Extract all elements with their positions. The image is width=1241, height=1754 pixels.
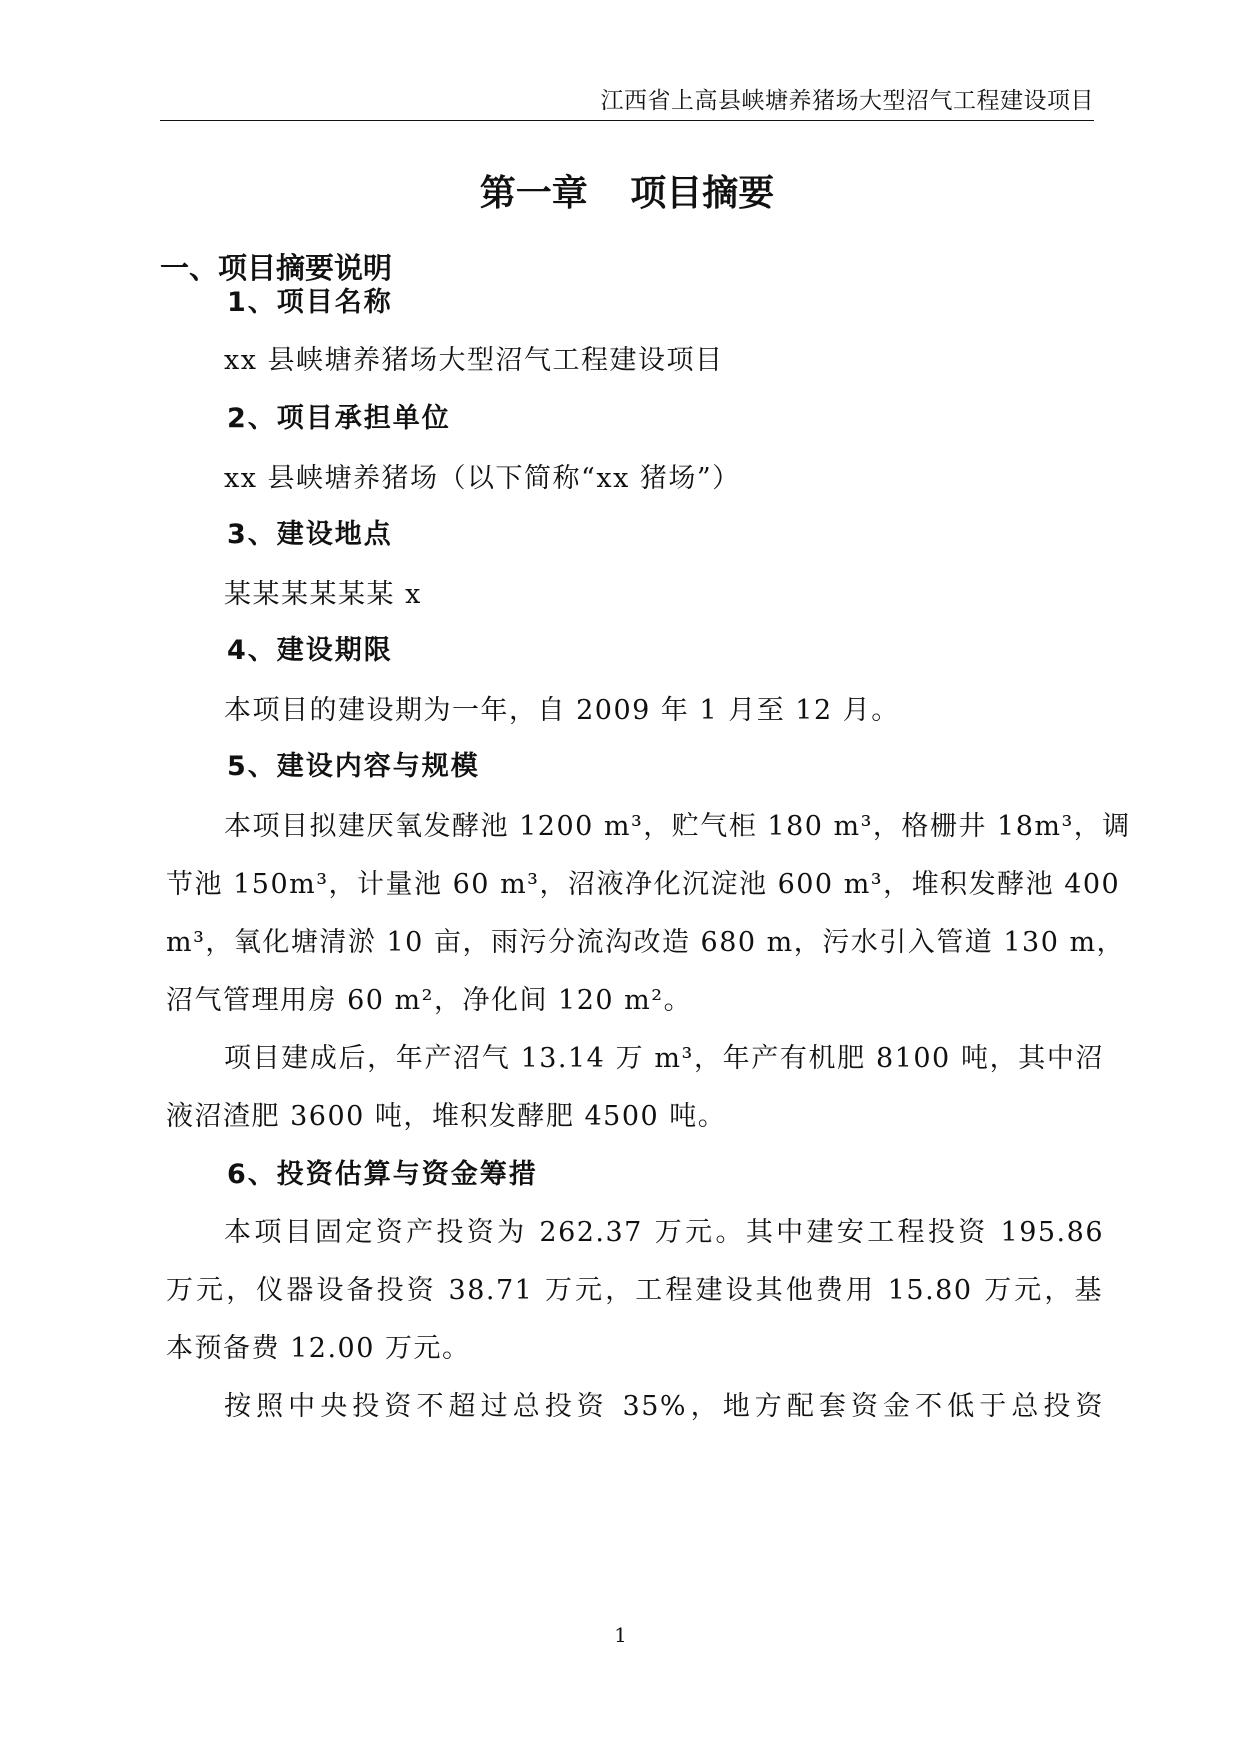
investment-line-1: 本项目固定资产投资为 262.37 万元。其中建安工程投资 195.86 (224, 1217, 1104, 1248)
content-scale-line-6: 液沼渣肥 3600 吨，堆积发酵肥 4500 吨。 (166, 1101, 727, 1132)
running-header-title: 江西省上高县峡塘养猪场大型沼气工程建设项目 (600, 88, 1094, 114)
item-heading-undertaking-unit: 2、项目承担单位 (227, 403, 451, 434)
investment-line-3: 本预备费 12.00 万元。 (166, 1333, 471, 1364)
content-scale-line-5: 项目建成后，年产沼气 13.14 万 m³，年产有机肥 8100 吨，其中沼 (224, 1043, 1104, 1074)
header-rule (160, 120, 1094, 121)
item-heading-investment: 6、投资估算与资金筹措 (227, 1159, 538, 1190)
investment-line-4: 按照中央投资不超过总投资 35%，地方配套资金不低于总投资 (224, 1391, 1104, 1422)
chapter-title: 第一章 项目摘要 (479, 173, 775, 214)
item-heading-content-scale: 5、建设内容与规模 (227, 751, 480, 782)
section-title: 一、项目摘要说明 (160, 251, 393, 285)
item-heading-project-name: 1、项目名称 (227, 287, 393, 318)
content-scale-line-1: 本项目拟建厌氧发酵池 1200 m³，贮气柜 180 m³，格栅井 18m³，调 (224, 811, 1131, 842)
item-heading-location: 3、建设地点 (227, 519, 393, 550)
item-heading-period: 4、建设期限 (227, 635, 393, 666)
location-text: 某某某某某某 x (224, 579, 422, 610)
project-name-text: xx 县峡塘养猪场大型沼气工程建设项目 (224, 345, 724, 376)
content-scale-line-3: m³，氧化塘清淤 10 亩，雨污分流沟改造 680 m，污水引入管道 130 m， (166, 927, 1126, 958)
undertaking-unit-text: xx 县峡塘养猪场（以下简称“xx 猪场”） (224, 463, 741, 494)
period-text: 本项目的建设期为一年，自 2009 年 1 月至 12 月。 (224, 695, 900, 726)
content-scale-line-2: 节池 150m³，计量池 60 m³，沼液净化沉淀池 600 m³，堆积发酵池 400 (166, 869, 1121, 900)
content-scale-line-4: 沼气管理用房 60 m²，净化间 120 m²。 (166, 985, 693, 1016)
investment-line-2: 万元，仪器设备投资 38.71 万元，工程建设其他费用 15.80 万元，基 (166, 1275, 1103, 1306)
page-number: 1 (614, 1623, 627, 1647)
